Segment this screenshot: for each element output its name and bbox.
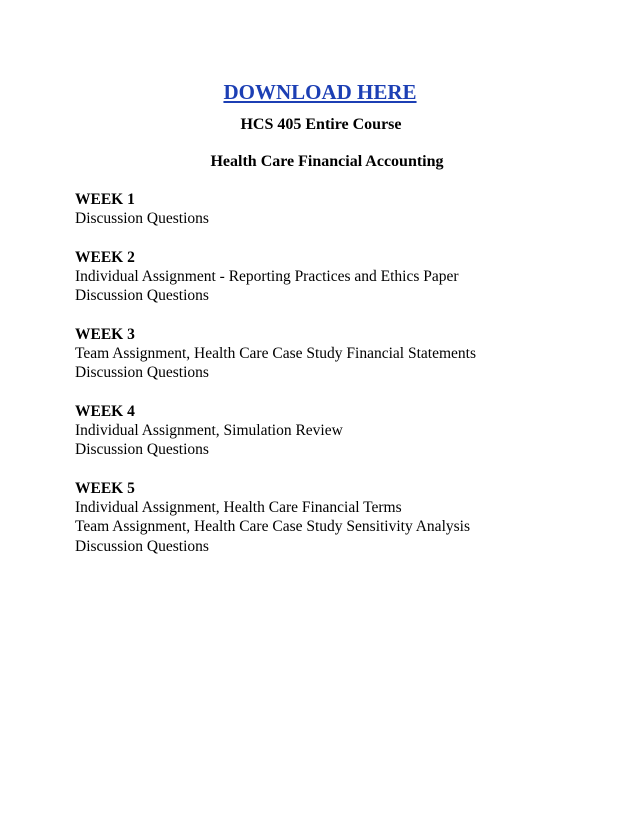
- course-subtitle: Health Care Financial Accounting: [210, 153, 444, 170]
- week-heading: WEEK 2: [75, 248, 135, 266]
- week-item: Team Assignment, Health Care Case Study Sensitivity Analysis: [75, 518, 470, 535]
- week-section-5: [75, 479, 615, 557]
- week-item: Discussion Questions: [75, 364, 209, 381]
- week-heading: WEEK 4: [75, 402, 135, 420]
- week-heading: WEEK 5: [75, 479, 135, 497]
- week-section-3: [75, 325, 615, 383]
- week-item: Individual Assignment, Simulation Review: [75, 421, 343, 439]
- week-item: Team Assignment, Health Care Case Study Financial Statements: [75, 344, 476, 362]
- week-item: Discussion Questions: [75, 537, 209, 555]
- week-item: Discussion Questions: [75, 287, 209, 304]
- week-heading: WEEK 1: [75, 191, 135, 208]
- week-section-4: [75, 402, 615, 460]
- course-outline: [75, 190, 615, 575]
- download-link[interactable]: DOWNLOAD HERE: [223, 80, 417, 104]
- week-item: Discussion Questions: [75, 441, 209, 458]
- week-item: Discussion Questions: [75, 210, 209, 227]
- week-item: Individual Assignment - Reporting Practices and Ethics Paper: [75, 267, 459, 285]
- week-item: Individual Assignment, Health Care Financial Terms: [75, 498, 402, 516]
- document-header: [0, 79, 638, 172]
- week-heading: WEEK 3: [75, 325, 135, 343]
- course-title: HCS 405 Entire Course: [240, 116, 402, 133]
- week-section-2: [75, 248, 615, 306]
- week-section-1: [75, 190, 615, 229]
